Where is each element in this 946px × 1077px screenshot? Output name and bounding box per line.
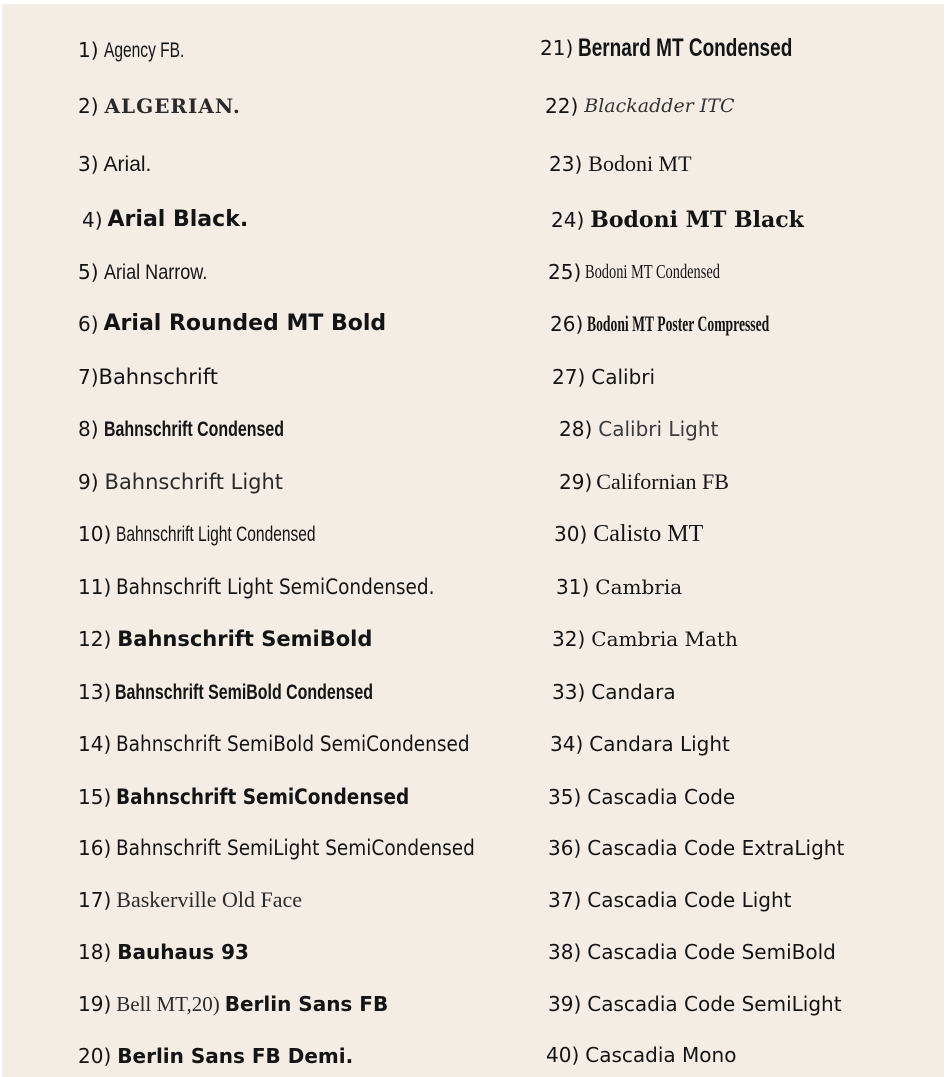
list-item — [548, 880, 792, 920]
list-item — [551, 200, 804, 240]
list-item — [559, 462, 729, 502]
font-name: Arial. — [103, 152, 152, 176]
item-number: 27) — [552, 365, 586, 389]
font-name: Bodoni MT Condensed — [585, 261, 721, 283]
list-item — [78, 672, 455, 712]
font-name: Bahnschrift — [98, 364, 218, 389]
item-number: 34) — [550, 732, 584, 756]
font-name: Bodoni MT Black — [590, 207, 804, 233]
item-number: 10) — [78, 522, 112, 546]
item-number: 8) — [78, 417, 99, 441]
item-number: 40) — [546, 1043, 580, 1067]
item-number: 17) — [78, 888, 112, 912]
list-item — [559, 409, 718, 449]
list-item — [78, 514, 386, 554]
font-name: Candara Light — [589, 732, 730, 756]
item-number: 2) — [78, 94, 99, 118]
list-item — [78, 30, 212, 70]
list-item — [548, 252, 773, 292]
list-item — [548, 932, 836, 972]
list-item — [540, 28, 860, 68]
item-number: 22) — [545, 94, 579, 118]
item-number: 20) — [78, 1044, 112, 1068]
item-number: 33) — [552, 680, 586, 704]
font-name: Bahnschrift SemiCondensed — [116, 784, 410, 809]
item-number: 4) — [82, 208, 103, 232]
list-item — [78, 1036, 353, 1076]
list-item — [78, 619, 372, 659]
font-name: Bahnschrift SemiLight SemiCondensed — [116, 835, 476, 860]
item-number: 36) — [548, 836, 582, 860]
list-item — [78, 984, 388, 1024]
list-item — [78, 144, 151, 184]
font-name: Candara — [591, 680, 676, 704]
font-name: Calisto MT — [593, 521, 704, 547]
list-item — [78, 86, 241, 126]
item-number: 30) — [554, 522, 588, 546]
font-name: Bahnschrift Condensed — [103, 417, 284, 441]
font-name: Bahnschrift SemiBold Condensed — [115, 680, 374, 704]
font-name: Arial Narrow. — [103, 260, 207, 284]
item-number: 28) — [559, 417, 593, 441]
list-item — [552, 672, 676, 712]
font-name: Bahnschrift SemiBold — [117, 626, 373, 651]
list-item — [78, 828, 524, 868]
list-item — [78, 409, 340, 449]
font-name: Californian FB — [596, 469, 729, 494]
list-item — [78, 357, 218, 397]
font-name: Bernard MT Condensed — [578, 33, 793, 62]
font-name: Bodoni MT Poster Compressed — [587, 311, 770, 336]
font-name: Bodoni MT — [588, 151, 692, 176]
item-number: 32) — [552, 627, 586, 651]
list-item — [549, 144, 692, 184]
list-item — [554, 514, 703, 554]
font-name: Calibri Light — [598, 417, 719, 441]
item-number: 19) — [78, 992, 112, 1016]
item-number: 21) — [540, 36, 574, 60]
item-number: 23) — [549, 152, 583, 176]
item-number: 9) — [78, 470, 99, 494]
item-number: 18) — [78, 940, 112, 964]
list-item — [546, 1035, 736, 1075]
list-item — [545, 86, 735, 126]
list-item — [78, 724, 518, 764]
font-name: ALGERIAN. — [104, 94, 241, 118]
list-item — [78, 252, 224, 292]
item-number: 15) — [78, 785, 112, 809]
font-name: Cascadia Code — [587, 785, 736, 809]
font-name: Bahnschrift Light SemiCondensed. — [116, 574, 435, 599]
list-item — [548, 828, 844, 868]
font-name: Cambria — [595, 575, 683, 599]
item-number: 38) — [548, 940, 582, 964]
list-item — [78, 304, 386, 344]
list-item — [556, 567, 682, 607]
item-number: 29) — [559, 470, 593, 494]
item-number: 39) — [548, 992, 582, 1016]
font-name: Bahnschrift Light — [104, 469, 284, 494]
item-number: 13) — [78, 680, 112, 704]
font-name: Cascadia Code SemiBold — [587, 940, 836, 964]
list-item — [78, 777, 450, 817]
font-name: Bahnschrift Light Condensed — [116, 522, 316, 546]
list-item — [548, 984, 842, 1024]
item-number: 3) — [78, 152, 99, 176]
item-number: 16) — [78, 836, 112, 860]
list-item — [550, 304, 881, 344]
font-name: Berlin Sans FB Demi. — [117, 1044, 354, 1068]
font-name: Arial Rounded MT Bold — [103, 311, 387, 336]
font-name: Agency FB. — [103, 38, 184, 62]
font-name: Arial Black. — [107, 207, 249, 232]
item-number: 7) — [78, 365, 99, 389]
list-item — [550, 724, 730, 764]
item-number: 37) — [548, 888, 582, 912]
item-number: 35) — [548, 785, 582, 809]
font-name: Blackadder ITC — [584, 94, 735, 117]
font-name: Cascadia Code Light — [587, 888, 792, 912]
font-name: Bell MT,20) — [116, 991, 220, 1016]
item-number: 1) — [78, 38, 99, 62]
font-name: Bauhaus 93 — [117, 940, 249, 964]
item-number: 12) — [78, 627, 112, 651]
item-number: 5) — [78, 260, 99, 284]
item-number: 11) — [78, 575, 112, 599]
font-name: Cascadia Mono — [585, 1043, 737, 1067]
item-number: 14) — [78, 732, 112, 756]
list-item — [548, 777, 735, 817]
item-number: 31) — [556, 575, 590, 599]
list-item — [78, 462, 283, 502]
font-name-secondary: Berlin Sans FB — [224, 992, 389, 1016]
list-item — [552, 357, 655, 397]
list-item — [78, 932, 249, 972]
list-item — [82, 200, 248, 240]
list-item — [78, 567, 478, 607]
item-number: 6) — [78, 312, 99, 336]
font-name: Cascadia Code SemiLight — [587, 992, 842, 1016]
font-name: Baskerville Old Face — [116, 887, 302, 912]
item-number: 26) — [550, 312, 584, 336]
font-name: Calibri — [591, 365, 656, 389]
font-name: Bahnschrift SemiBold SemiCondensed — [116, 731, 470, 756]
list-item — [552, 619, 738, 659]
item-number: 24) — [551, 208, 585, 232]
list-item — [78, 880, 302, 920]
font-name: Cascadia Code ExtraLight — [587, 836, 845, 860]
font-name: Cambria Math — [591, 627, 738, 651]
item-number: 25) — [548, 260, 582, 284]
